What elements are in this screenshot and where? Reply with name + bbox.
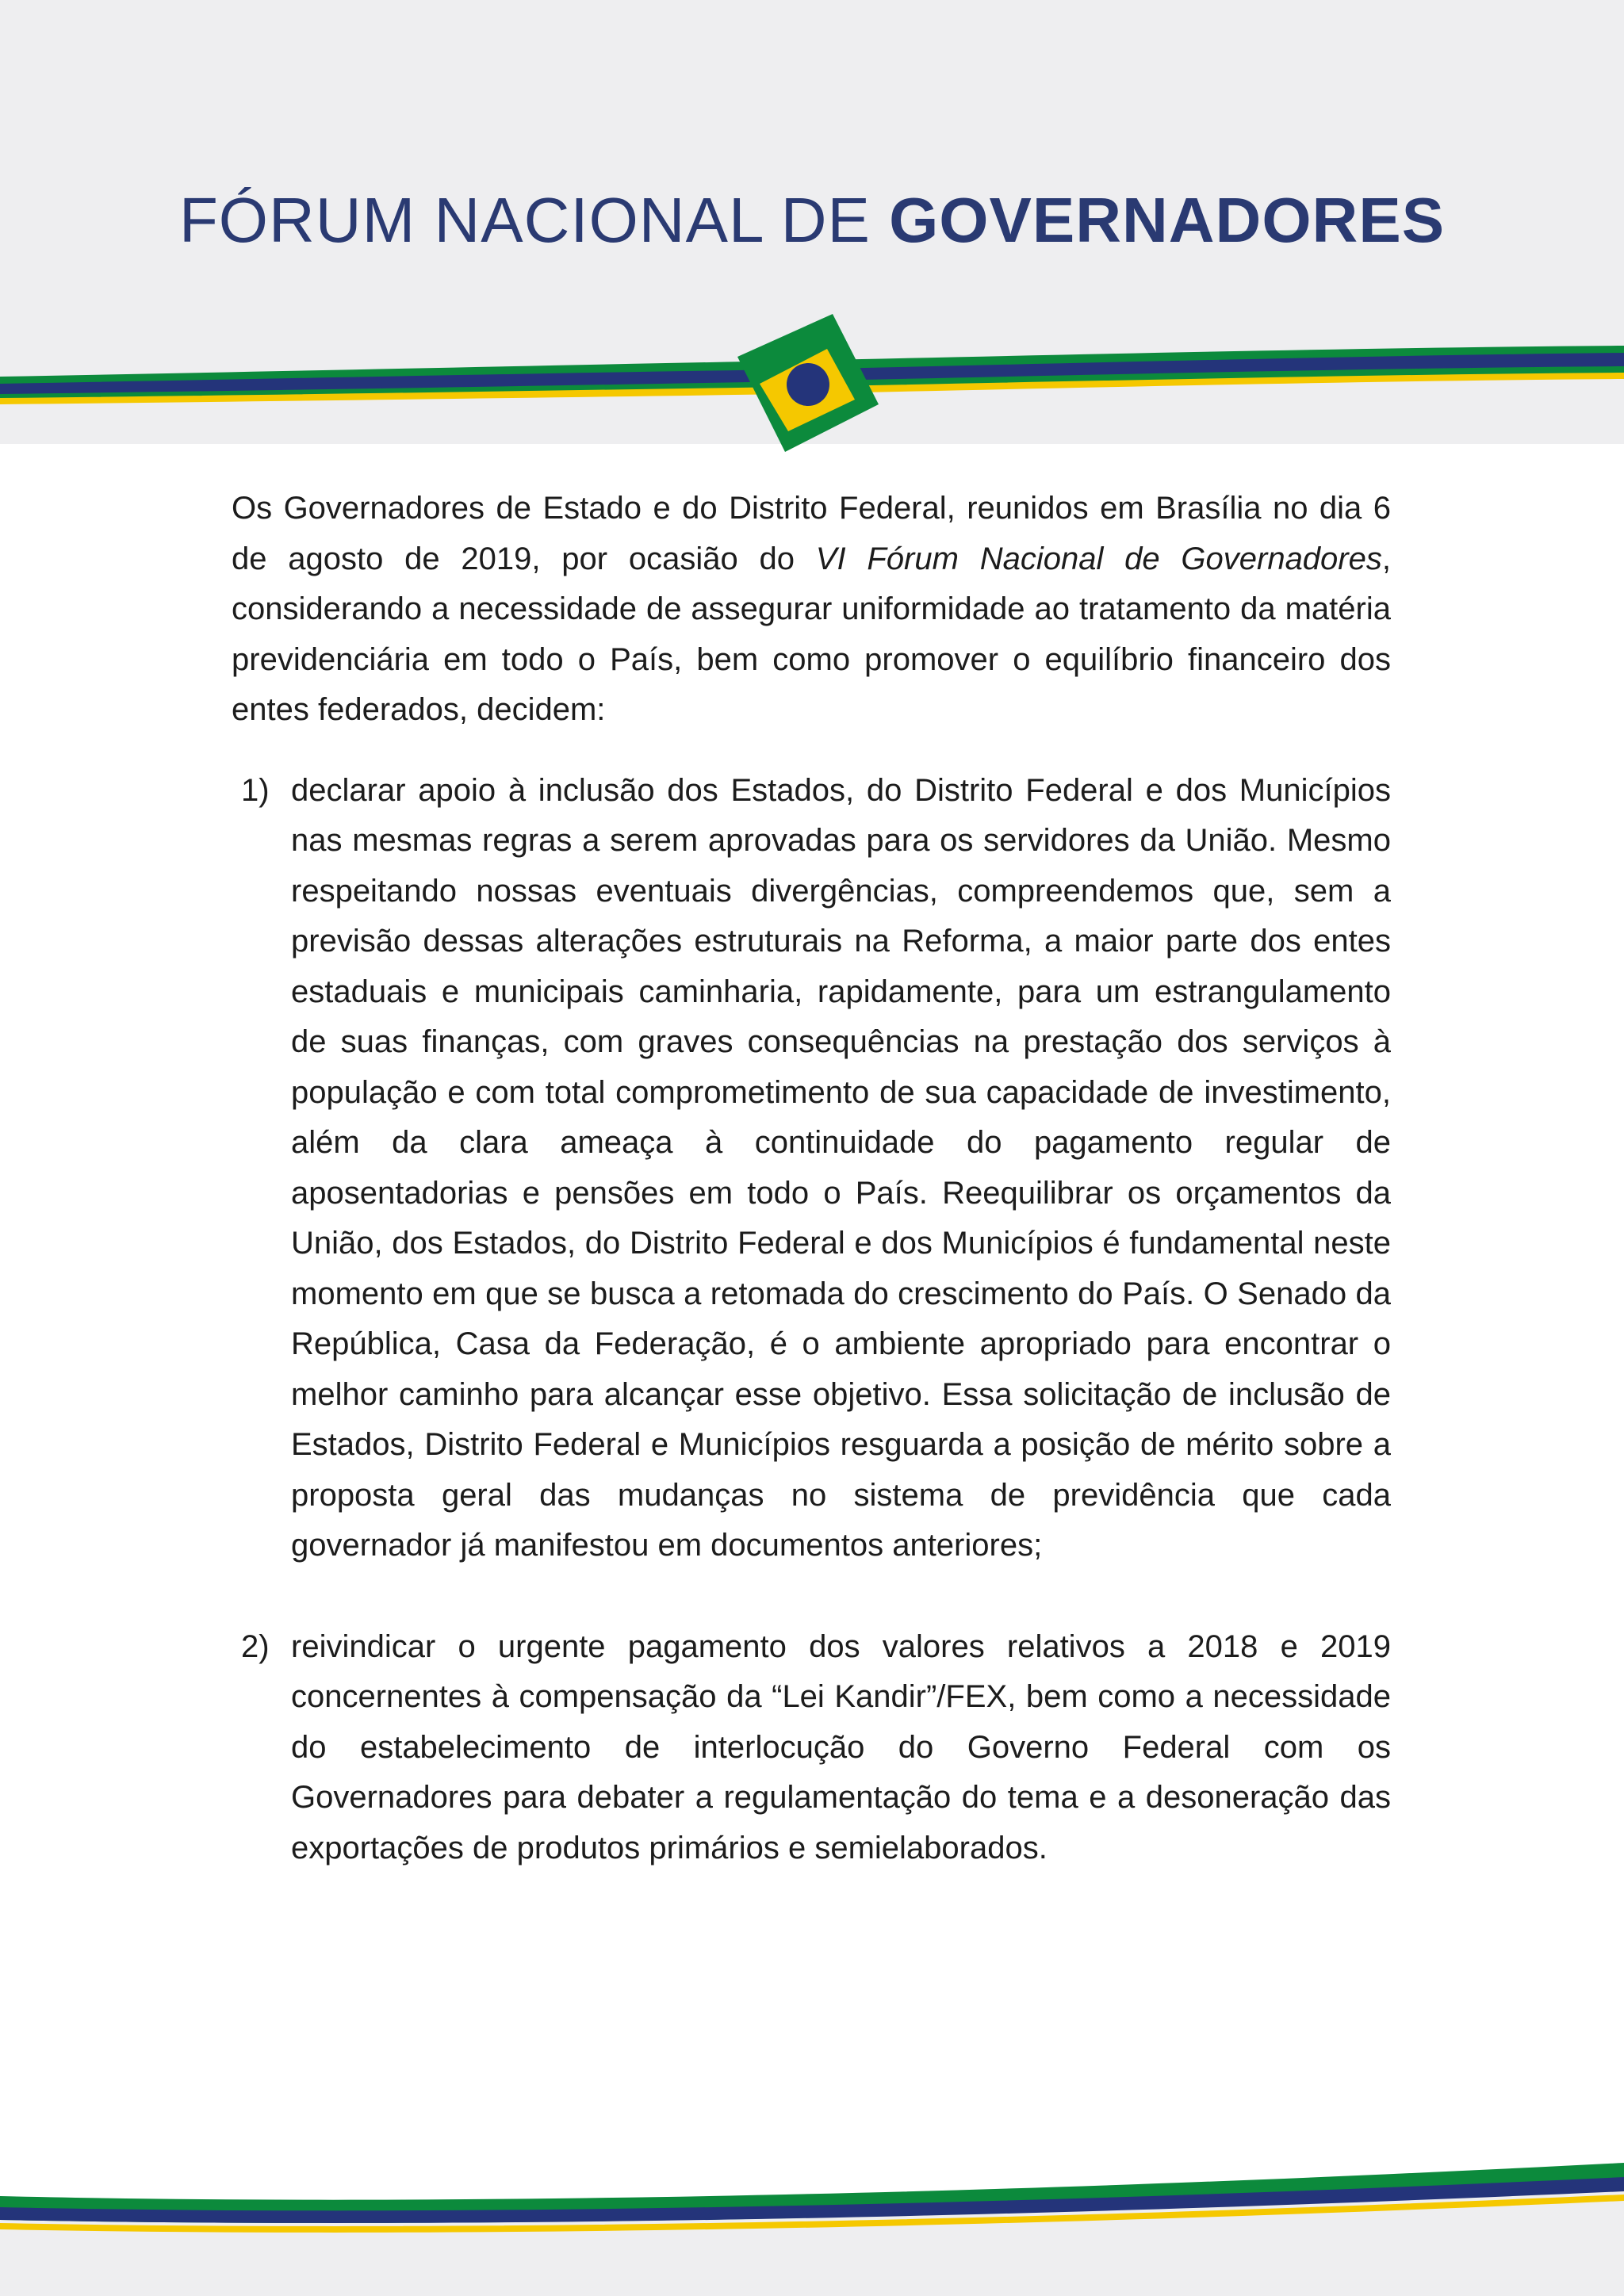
decisions-list [232, 766, 1391, 1874]
list-item-text: reivindicar o urgente pagamento dos valores relativos a 2018 e 2019 concernentes à compensação da “Lei Kandir”/FEX, bem como a necessidade do estabelecimento de interlocução do Governo Federal com os Governadores para debater a regulamentação do tema e a desoneração das exportações de produtos primários e semielaborados. [291, 1628, 1391, 1866]
brazil-flag-icon [737, 314, 879, 452]
flag-ribbon-bottom [0, 2141, 1624, 2296]
title-bold: GOVERNADORES [889, 185, 1446, 255]
title-light: FÓRUM NACIONAL DE [178, 185, 871, 255]
list-item-text: declarar apoio à inclusão dos Estados, do Distrito Federal e dos Municípios nas mesmas regras a serem aprovadas para os servidores da União. Mesmo respeitando nossas eventuais divergências, compreendemos que, sem a previsão dessas alterações estruturais na Reforma, a maior parte dos entes estaduais e municipais caminharia, rapidamente, para um estrangulamento de suas finanças, com graves consequências na prestação dos serviços à população e com total comprometimento de sua capacidade de investimento, além da clara ameaça à continuidade do pagamento regular de aposentadorias e pensões em todo o País. Reequilibrar os orçamentos da União, dos Estados, do Distrito Federal e dos Municípios é fundamental neste momento em que se busca a retomada do crescimento do País. O Senado da República, Casa da Federação, é o ambiente apropriado para encontrar o melhor caminho para alcançar esse objetivo. Essa solicitação de inclusão de Estados, Distrito Federal e Municípios resguarda a posição de mérito sobre a proposta geral das mudanças no sistema de previdência que cada governador já manifestou em documentos anteriores; [291, 772, 1391, 1563]
intro-paragraph: Os Governadores de Estado e do Distrito Federal, reunidos em Brasília no dia 6 de agosto de 2019, por ocasião do VI Fórum Nacional de Governadores, considerando a necessidade de assegurar uniformidade ao tratamento da matéria previdenciária em todo o País, bem como promover o equilíbrio financeiro dos entes federados, decidem: [232, 491, 1391, 727]
document-body [232, 484, 1391, 1873]
event-name: VI Fórum Nacional de Governadores [815, 541, 1382, 576]
list-item [232, 1622, 1391, 1874]
flag-ribbon-top [0, 301, 1624, 476]
page-title [0, 185, 1624, 255]
list-item-number: 2) [241, 1628, 270, 1664]
list-item [232, 766, 1391, 1571]
list-item-number: 1) [241, 772, 270, 808]
